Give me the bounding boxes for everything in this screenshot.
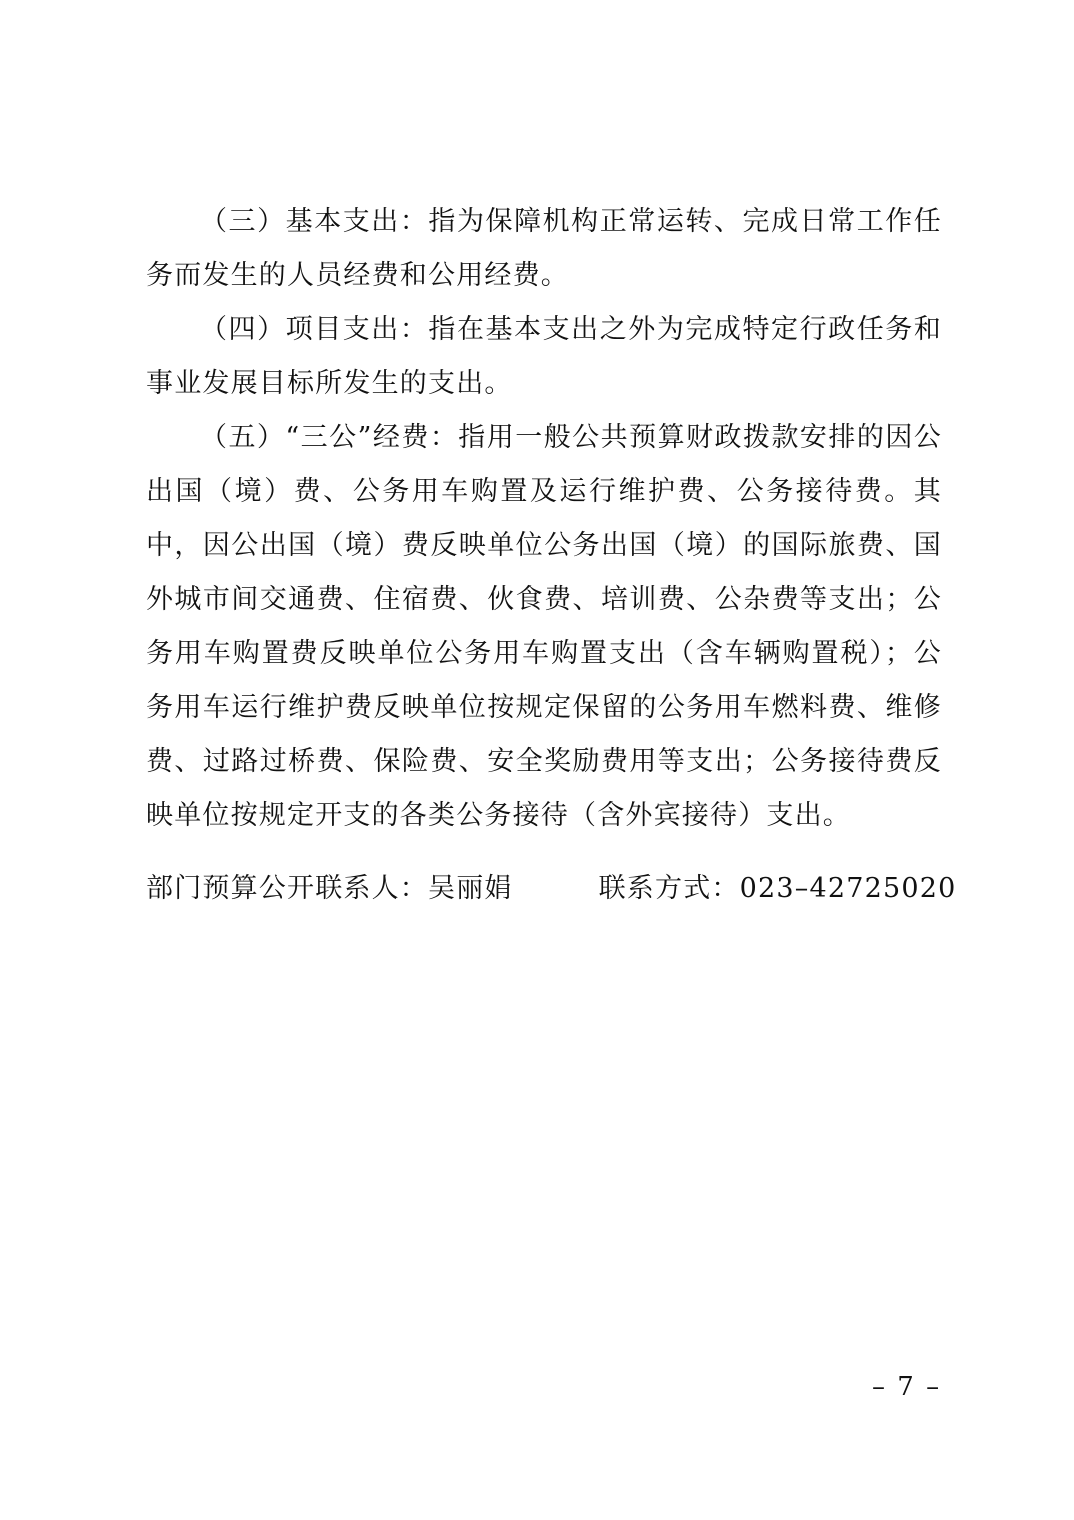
document-body: [146, 195, 942, 843]
paragraph-project-expenditure: （四）项目支出：指在基本支出之外为完成特定行政任务和事业发展目标所发生的支出。: [146, 314, 942, 399]
contact-phone: 联系方式：023–42725020: [598, 873, 957, 904]
contact-line: [146, 862, 956, 916]
page-number: – 7 –: [872, 1372, 942, 1402]
paragraph-basic-expenditure: （三）基本支出：指为保障机构正常运转、完成日常工作任务而发生的人员经费和公用经费。: [146, 206, 942, 291]
paragraph-three-public-expenses: （五）“三公”经费：指用一般公共预算财政拨款安排的因公出国（境）费、公务用车购置及运行维护费、公务接待费。其中，因公出国（境）费反映单位公务出国（境）的国际旅费、国外城市间交通费、住宿费、伙食费、培训费、公杂费等支出；公务用车购置费反映单位公务用车购置支出（含车辆购置税）；公务用车运行维护费反映单位按规定保留的公务用车燃料费、维修费、过路过桥费、保险费、安全奖励费用等支出；公务接待费反映单位按规定开支的各类公务接待（含外宾接待）支出。: [146, 422, 942, 831]
contact-person: 部门预算公开联系人：吴丽娟: [146, 873, 513, 904]
